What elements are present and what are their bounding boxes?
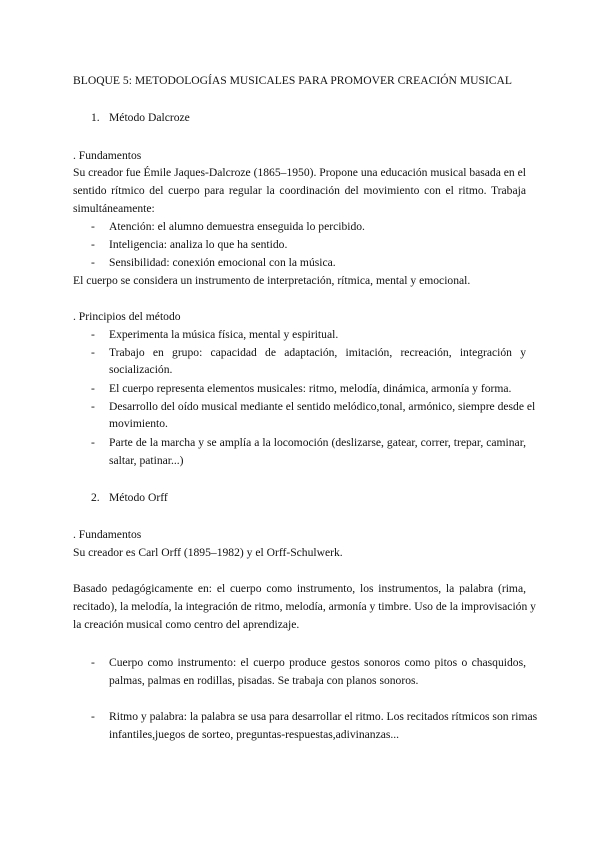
basado-line: la creación musical como centro del aprendizaje.	[73, 618, 300, 631]
principio-item: El cuerpo representa elementos musicales: ritmo, melodía, dinámica, armonía y forma.	[109, 382, 512, 395]
orff-item-continued: palmas, palmas en rodillas, pisadas. Se trabaja con planos sonoros.	[109, 674, 419, 687]
section-1-fundamentos-label: . Fundamentos	[73, 149, 142, 162]
skill-item: Sensibilidad: conexión emocional con la música.	[109, 256, 336, 269]
principio-item: Parte de la marcha y se amplía a la locomoción (deslizarse, gatear, correr, trepar, caminar,	[109, 436, 526, 449]
bullet-dash: -	[91, 220, 95, 233]
principio-item-continued: socialización.	[109, 363, 173, 376]
section-1-intro-line: simultáneamente:	[73, 202, 155, 215]
section-2-number: 2.	[91, 491, 100, 504]
section-1-number: 1.	[91, 111, 100, 124]
bullet-dash: -	[91, 382, 95, 395]
basado-line: Basado pedagógicamente en: el cuerpo como instrumento, los instrumentos, la palabra (rima,	[73, 582, 526, 595]
principio-item: Trabajo en grupo: capacidad de adaptación, imitación, recreación, integración y	[109, 346, 526, 359]
skill-item: Inteligencia: analiza lo que ha sentido.	[109, 238, 288, 251]
section-2-fundamentos-label: . Fundamentos	[73, 528, 142, 541]
orff-item: Ritmo y palabra: la palabra se usa para desarrollar el ritmo. Los recitados rítmicos son rimas	[109, 710, 538, 723]
section-1-heading: Método Dalcroze	[109, 111, 190, 124]
bullet-dash: -	[91, 710, 95, 723]
basado-line: recitado), la melodía, la integración de ritmo, melodía, armonía y timbre. Uso de la improvisación y	[73, 600, 536, 613]
section-1-intro-line: Su creador fue Émile Jaques-Dalcroze (1865–1950). Propone una educación musical basada en el	[73, 166, 526, 179]
principios-label: . Principios del método	[73, 310, 181, 323]
principio-item-continued: saltar, patinar...)	[109, 454, 184, 467]
principio-item-continued: movimiento.	[109, 417, 168, 430]
bullet-dash: -	[91, 328, 95, 341]
orff-item-continued: infantiles,juegos de sorteo, preguntas-respuestas,adivinanzas...	[109, 728, 400, 741]
document-title: BLOQUE 5: METODOLOGÍAS MUSICALES PARA PROMOVER CREACIÓN MUSICAL	[73, 74, 512, 87]
bullet-dash: -	[91, 238, 95, 251]
bullet-dash: -	[91, 400, 95, 413]
skill-item: Atención: el alumno demuestra enseguida lo percibido.	[109, 220, 365, 233]
orff-item: Cuerpo como instrumento: el cuerpo produce gestos sonoros como pitos o chasquidos,	[109, 656, 526, 669]
body-note: El cuerpo se considera un instrumento de interpretación, rítmica, mental y emocional.	[73, 274, 471, 287]
section-2-heading: Método Orff	[109, 491, 168, 504]
principio-item: Experimenta la música física, mental y espiritual.	[109, 328, 339, 341]
bullet-dash: -	[91, 346, 95, 359]
bullet-dash: -	[91, 256, 95, 269]
bullet-dash: -	[91, 436, 95, 449]
principio-item: Desarrollo del oído musical mediante el sentido melódico,tonal, armónico, siempre desde el	[109, 400, 536, 413]
creator-line: Su creador es Carl Orff (1895–1982) y el Orff-Schulwerk.	[73, 546, 343, 559]
bullet-dash: -	[91, 656, 95, 669]
section-1-intro-line: sentido rítmico del cuerpo para regular la coordinación del movimiento con el ritmo. Trabaja	[73, 184, 526, 197]
